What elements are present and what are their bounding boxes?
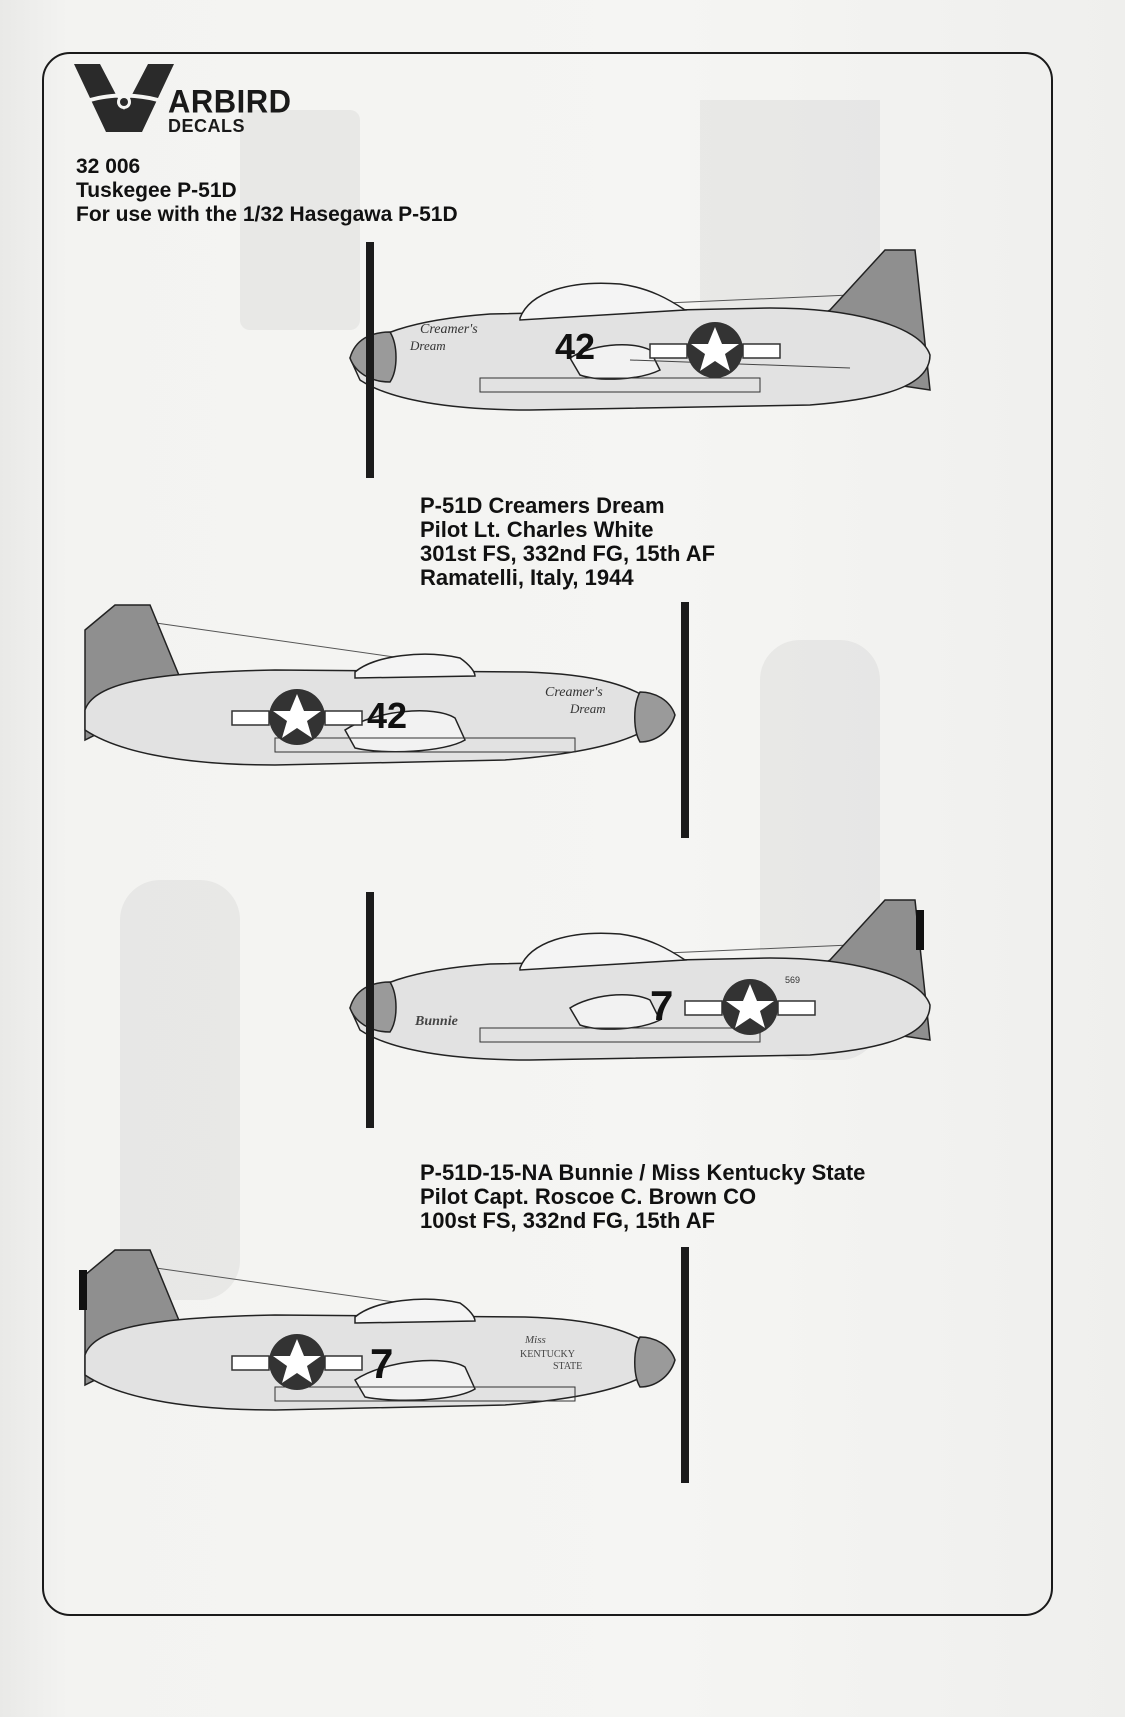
sheet-subtitle: For use with the 1/32 Hasegawa P-51D xyxy=(76,203,458,226)
sheet-title: Tuskegee P-51D xyxy=(76,179,237,202)
code-number-text: 42 xyxy=(555,326,596,367)
nose-art-text: Bunnie xyxy=(415,1014,458,1029)
propeller-blade xyxy=(366,892,374,1128)
caption-line: Pilot Capt. Roscoe C. Brown CO xyxy=(420,1184,757,1209)
caption-line: 100st FS, 332nd FG, 15th AF xyxy=(420,1208,716,1233)
caption-line: Ramatelli, Italy, 1944 xyxy=(420,565,634,590)
serial-text: 569 xyxy=(785,975,801,985)
propeller-blade xyxy=(681,602,689,838)
nose-art-text: KENTUCKY xyxy=(520,1349,575,1360)
caption-line: P-51D Creamers Dream xyxy=(420,493,665,518)
aircraft-profile-bunnie-left xyxy=(330,890,980,1130)
caption-line: Pilot Lt. Charles White xyxy=(420,517,654,542)
code-number-text: 7 xyxy=(650,982,674,1029)
sheet-code: 32 006 xyxy=(76,155,141,178)
propeller-blade xyxy=(366,242,374,478)
nose-art-text: Dream xyxy=(570,701,606,716)
aircraft-profile-miss-kentucky-state-right xyxy=(75,1245,725,1485)
logo-subtitle: DECALS xyxy=(168,116,246,136)
nose-art-text: Creamer's xyxy=(545,685,603,700)
caption-line: P-51D-15-NA Bunnie / Miss Kentucky State xyxy=(420,1160,866,1185)
nose-art-text: STATE xyxy=(553,1361,583,1372)
logo-wordmark: ARBIRD xyxy=(168,83,292,120)
aircraft-profile-creamers-dream-right xyxy=(75,600,725,840)
aircraft-profile-creamers-dream-left xyxy=(330,240,980,480)
code-number-text: 7 xyxy=(370,1340,394,1387)
nose-art-text: Dream xyxy=(410,338,446,353)
propeller-blade xyxy=(681,1247,689,1483)
code-number-text: 42 xyxy=(367,695,408,736)
nose-art-text: Creamer's xyxy=(420,322,478,337)
caption-line: 301st FS, 332nd FG, 15th AF xyxy=(420,541,716,566)
nose-art-text: Miss xyxy=(525,1334,546,1346)
